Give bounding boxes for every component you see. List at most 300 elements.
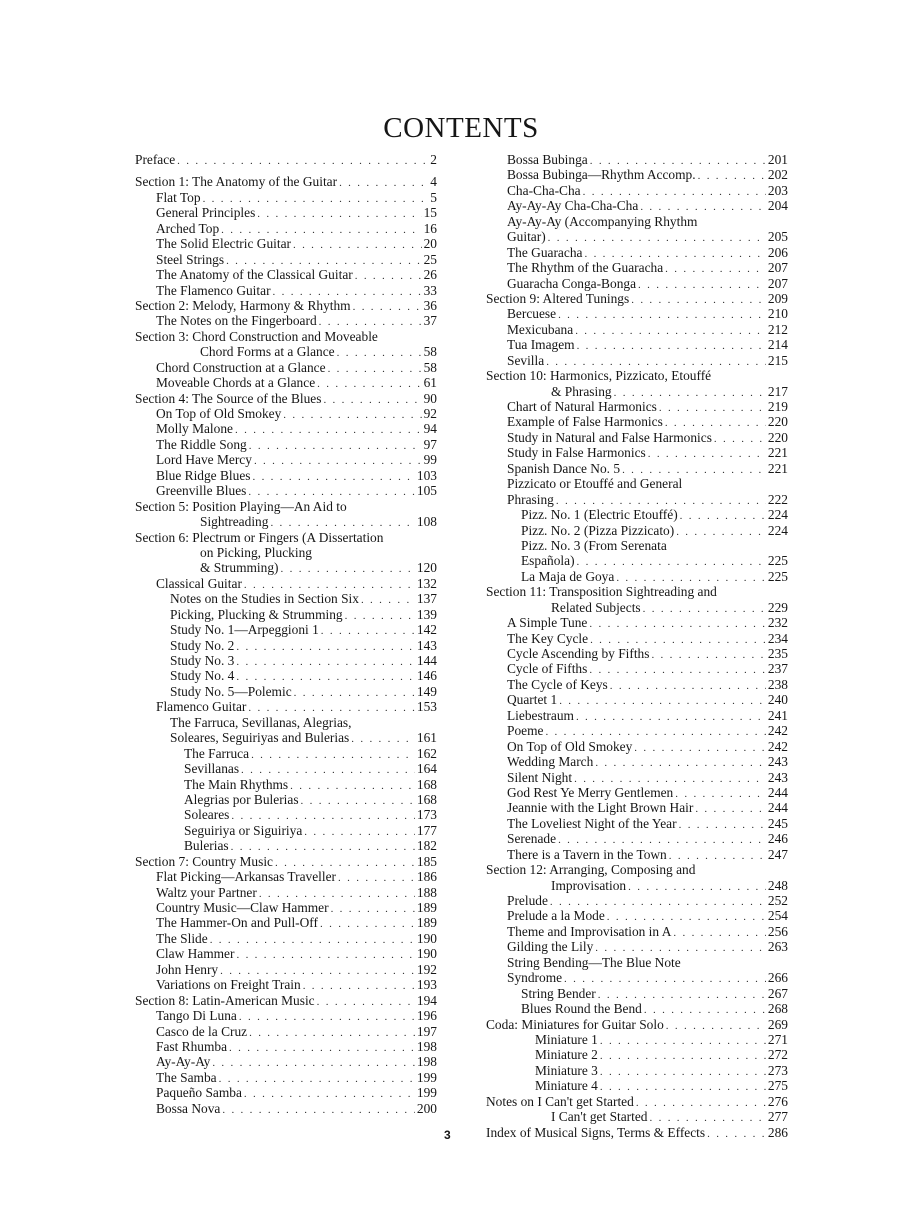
toc-entry <box>135 653 437 668</box>
toc-entry-page: 168 <box>416 776 437 792</box>
toc-entry-page: 99 <box>423 452 437 468</box>
toc-entry-title: Bossa Bubinga—Rhythm Accomp. <box>507 167 696 183</box>
toc-entry <box>486 1125 788 1140</box>
dot-leader <box>673 926 766 941</box>
toc-entry <box>486 337 788 352</box>
toc-entry <box>135 807 437 822</box>
dot-leader <box>222 1103 415 1118</box>
toc-entry-page: 245 <box>767 815 788 831</box>
dot-leader <box>328 362 422 377</box>
toc-entry <box>135 869 437 884</box>
toc-entry-page: 108 <box>416 514 437 530</box>
toc-entry-title: Example of False Harmonics <box>507 414 663 430</box>
dot-leader <box>293 238 422 253</box>
toc-entry-title: A Simple Tune <box>507 615 588 631</box>
toc-entry-title: On Top of Old Smokey <box>156 406 282 421</box>
toc-entry <box>486 1001 788 1016</box>
dot-leader <box>244 1087 415 1102</box>
toc-entry-title: Wedding March <box>507 754 594 770</box>
toc-entry <box>135 699 437 714</box>
toc-entry-page: 92 <box>423 406 437 421</box>
toc-entry <box>135 977 437 992</box>
toc-entry-title: Sevilla <box>507 352 545 368</box>
toc-entry <box>135 885 437 900</box>
toc-entry-title: Blues Round the Bend <box>521 1001 642 1017</box>
toc-entry <box>135 1070 437 1085</box>
toc-entry <box>135 993 437 1008</box>
toc-entry-page: 185 <box>416 853 437 869</box>
toc-entry-title: There is a Tavern in the Town <box>507 846 667 862</box>
toc-entry-page: 200 <box>416 1100 437 1116</box>
toc-entry-page: 137 <box>416 591 437 607</box>
dot-leader <box>576 710 766 725</box>
toc-entry-title: Variations on Freight Train <box>156 977 301 993</box>
toc-entry-title: The Notes on the Fingerboard <box>156 313 317 329</box>
dot-leader <box>254 454 422 469</box>
toc-entry <box>135 946 437 961</box>
toc-entry-page: 4 <box>430 174 437 190</box>
toc-entry <box>135 329 437 344</box>
toc-entry-title: Casco de la Cruz <box>156 1023 248 1039</box>
dot-leader <box>600 1049 766 1064</box>
toc-entry <box>135 1085 437 1100</box>
toc-entry <box>486 692 788 707</box>
toc-entry-page: 186 <box>416 869 437 885</box>
dot-leader <box>666 1019 766 1034</box>
toc-entry-title: Study No. 3 <box>170 653 235 668</box>
toc-entry-page: 217 <box>767 383 788 399</box>
toc-entry-title: Miniature 2 <box>535 1047 598 1063</box>
toc-entry-title: Section 11: Transposition Sightreading and <box>486 584 717 600</box>
dot-leader <box>351 732 415 747</box>
toc-entry <box>135 1008 437 1023</box>
toc-entry-title: Picking, Plucking & Strumming <box>170 606 343 622</box>
toc-entry-title: Section 10: Harmonics, Pizzicato, Etouffé <box>486 368 712 384</box>
toc-entry-page: 198 <box>416 1038 437 1054</box>
toc-entry-page: 190 <box>416 946 437 962</box>
dot-leader <box>236 640 415 655</box>
toc-entry-title: Miniature 4 <box>535 1078 598 1094</box>
toc-entry-title: Preface <box>135 152 176 167</box>
dot-leader <box>355 269 422 284</box>
dot-leader <box>353 300 422 315</box>
toc-entry <box>135 375 437 390</box>
dot-leader <box>338 871 415 886</box>
toc-entry <box>135 236 437 251</box>
toc-entry-page: 277 <box>767 1109 788 1125</box>
toc-entry <box>135 298 437 313</box>
toc-entry <box>135 576 437 591</box>
toc-entry <box>135 1101 437 1116</box>
toc-entry <box>135 668 437 683</box>
dot-leader <box>236 655 415 670</box>
toc-entry <box>135 777 437 792</box>
dot-leader <box>290 779 415 794</box>
toc-entry <box>486 368 788 383</box>
toc-entry-page: 225 <box>767 568 788 584</box>
dot-leader <box>323 393 421 408</box>
toc-entry-page: 153 <box>416 699 437 715</box>
toc-entry-page: 197 <box>416 1023 437 1039</box>
toc-entry <box>135 730 437 745</box>
toc-entry-page: 2 <box>430 152 437 167</box>
dot-leader <box>303 979 415 994</box>
dot-leader <box>229 1041 415 1056</box>
toc-entry <box>135 190 437 205</box>
dot-leader <box>251 748 415 763</box>
toc-entry-title: Bercuese <box>507 306 557 322</box>
toc-entry-page: 206 <box>767 244 788 260</box>
toc-entry <box>486 152 788 167</box>
toc-entry <box>486 399 788 414</box>
toc-entry <box>486 646 788 661</box>
toc-entry-page: 219 <box>767 399 788 414</box>
toc-entry <box>135 607 437 622</box>
dot-leader <box>659 401 766 416</box>
toc-entry-title: The Guaracha <box>507 244 583 260</box>
dot-leader <box>281 562 415 577</box>
dot-leader <box>628 880 766 895</box>
dot-leader <box>695 802 766 817</box>
dot-leader <box>252 470 414 485</box>
toc-entry-title: The Samba <box>156 1069 217 1085</box>
toc-entry <box>486 1032 788 1047</box>
toc-entry-title: Silent Night <box>507 769 573 785</box>
toc-entry-page: 142 <box>416 622 437 638</box>
toc-entry-page: 58 <box>423 359 437 375</box>
toc-entry-title: Greenville Blues <box>156 483 247 499</box>
toc-entry-page: 120 <box>416 560 437 576</box>
toc-entry-title: Notes on I Can't get Started <box>486 1093 634 1109</box>
toc-entry-page: 237 <box>767 661 788 677</box>
toc-entry <box>486 878 788 893</box>
dot-leader <box>331 902 415 917</box>
toc-entry-page: 36 <box>423 297 437 313</box>
toc-entry-page: 177 <box>416 822 437 838</box>
toc-entry-title: Fast Rhumba <box>156 1038 228 1054</box>
toc-entry-title: La Maja de Goya <box>521 568 615 584</box>
dot-leader <box>317 377 421 392</box>
toc-entry-title: Flat Picking—Arkansas Traveller <box>156 869 337 885</box>
toc-entry <box>486 245 788 260</box>
toc-entry-title: Liebestraum <box>507 707 574 723</box>
toc-entry-title: Pizzicato or Etouffé and General <box>507 476 683 492</box>
toc-entry-title: Section 8: Latin-American Music <box>135 992 315 1008</box>
toc-entry <box>135 792 437 807</box>
dot-leader <box>304 825 415 840</box>
toc-entry <box>135 591 437 606</box>
toc-entry <box>135 638 437 653</box>
toc-entry-title: Study in Natural and False Harmonics <box>507 429 712 445</box>
toc-entry-page: 207 <box>767 260 788 276</box>
dot-leader <box>676 525 766 540</box>
toc-entry-page: 224 <box>767 522 788 538</box>
toc-entry-title: Soleares <box>184 807 230 823</box>
toc-entry-title: Notes on the Studies in Section Six <box>170 591 359 607</box>
toc-entry <box>135 174 437 189</box>
toc-entry-page: 266 <box>767 970 788 986</box>
toc-entry-page: 267 <box>767 985 788 1001</box>
toc-entry <box>135 221 437 236</box>
dot-leader <box>236 948 414 963</box>
toc-entry <box>486 1109 788 1124</box>
toc-entry <box>135 360 437 375</box>
toc-entry-title: The Loveliest Night of the Year <box>507 815 677 831</box>
toc-entry-title: Lord Have Mercy <box>156 452 252 468</box>
toc-entry-title: Paqueño Samba <box>156 1085 242 1101</box>
dot-leader <box>665 262 766 277</box>
toc-entry <box>135 838 437 853</box>
dot-leader <box>558 308 766 323</box>
toc-entry-page: 271 <box>767 1031 788 1047</box>
toc-entry <box>486 584 788 599</box>
toc-entry <box>486 538 788 553</box>
toc-entry-page: 182 <box>416 838 437 854</box>
toc-entry-title: Phrasing <box>507 491 554 507</box>
toc-entry-page: 103 <box>416 467 437 483</box>
toc-entry <box>486 384 788 399</box>
dot-leader <box>634 741 766 756</box>
toc-entry-page: 143 <box>416 637 437 653</box>
toc-entry-page: 244 <box>767 800 788 816</box>
toc-entry-title: Gilding the Lily <box>507 939 594 955</box>
toc-entry-title: Pizz. No. 2 (Pizza Pizzicato) <box>521 522 675 538</box>
dot-leader <box>337 346 422 361</box>
toc-entry-title: The Main Rhythms <box>184 776 289 792</box>
toc-entry-page: 256 <box>767 923 788 939</box>
toc-entry-title: Ay-Ay-Ay (Accompanying Rhythm <box>507 213 698 229</box>
dot-leader <box>636 1096 766 1111</box>
toc-entry <box>135 684 437 699</box>
toc-entry <box>135 252 437 267</box>
toc-entry-title: Country Music—Claw Hammer <box>156 900 329 915</box>
dot-leader <box>577 339 766 354</box>
toc-entry-page: 269 <box>767 1016 788 1032</box>
toc-entry <box>486 615 788 630</box>
toc-entry <box>486 631 788 646</box>
toc-entry-title: Study in False Harmonics <box>507 445 646 461</box>
toc-entry-page: 105 <box>416 483 437 499</box>
toc-entry-page: 192 <box>416 961 437 977</box>
toc-entry-title: Ay-Ay-Ay Cha-Cha-Cha <box>507 198 639 214</box>
toc-entry-page: 247 <box>767 846 788 862</box>
toc-entry-page: 272 <box>767 1047 788 1063</box>
toc-entry-page: 198 <box>416 1054 437 1070</box>
toc-entry-page: 149 <box>416 683 437 699</box>
toc-entry-page: 263 <box>767 939 788 955</box>
toc-entry-title: Quartet 1 <box>507 692 558 708</box>
toc-entry-title: General Principles <box>156 205 256 221</box>
toc-entry-title: String Bending—The Blue Note <box>507 954 681 970</box>
toc-entry <box>135 313 437 328</box>
toc-entry-page: 190 <box>416 930 437 946</box>
dot-leader <box>595 756 766 771</box>
toc-entry <box>135 1024 437 1039</box>
toc-entry <box>486 214 788 229</box>
toc-entry <box>486 970 788 985</box>
toc-entry-page: 97 <box>423 436 437 452</box>
toc-entry-page: 273 <box>767 1062 788 1078</box>
toc-entry-title: Española) <box>521 553 575 569</box>
toc-entry <box>486 924 788 939</box>
toc-entry-title: Cycle of Fifths <box>507 661 588 677</box>
toc-entry-title: Miniature 1 <box>535 1031 598 1047</box>
dot-leader <box>651 648 765 663</box>
toc-entry <box>486 847 788 862</box>
dot-leader <box>283 408 421 423</box>
toc-entry-title: Section 12: Arranging, Composing and <box>486 862 696 878</box>
toc-entry <box>486 430 788 445</box>
toc-entry-page: 275 <box>767 1078 788 1094</box>
toc-entry-page: 214 <box>767 337 788 353</box>
dot-leader <box>698 169 766 184</box>
toc-entry <box>135 715 437 730</box>
toc-entry-title: The Farruca <box>184 745 250 761</box>
toc-entry-title: Blue Ridge Blues <box>156 467 251 483</box>
dot-leader <box>643 602 766 617</box>
toc-entry-title: The Riddle Song <box>156 436 247 452</box>
toc-entry <box>135 931 437 946</box>
toc-entry <box>486 229 788 244</box>
toc-entry <box>486 198 788 213</box>
dot-leader <box>212 1056 415 1071</box>
dot-leader <box>177 154 428 169</box>
toc-entry-page: 241 <box>767 707 788 723</box>
toc-entry <box>135 421 437 436</box>
toc-entry-page: 220 <box>767 429 788 445</box>
toc-entry-title: Syndrome <box>507 970 563 986</box>
dot-leader <box>589 617 766 632</box>
toc-entry-title: Sightreading <box>200 514 269 530</box>
dot-leader <box>345 609 415 624</box>
toc-entry-page: 173 <box>416 807 437 823</box>
toc-entry-page: 205 <box>767 229 788 245</box>
toc-entry-title: Chart of Natural Harmonics <box>507 399 657 414</box>
toc-entry-title: Bossa Bubinga <box>507 152 588 167</box>
toc-entry-page: 243 <box>767 769 788 785</box>
toc-entry-page: 225 <box>767 553 788 569</box>
toc-entry <box>486 770 788 785</box>
toc-entry <box>486 893 788 908</box>
toc-entry-title: Pizz. No. 3 (From Serenata <box>521 537 667 553</box>
toc-right-column <box>486 152 788 1140</box>
toc-entry-title: & Strumming) <box>200 560 279 576</box>
dot-leader <box>707 1127 766 1142</box>
toc-entry-page: 221 <box>767 460 788 476</box>
toc-entry <box>486 600 788 615</box>
toc-entry <box>486 553 788 568</box>
toc-entry <box>486 939 788 954</box>
toc-entry <box>135 746 437 761</box>
toc-entry-page: 203 <box>767 182 788 198</box>
toc-entry-page: 61 <box>423 375 437 391</box>
toc-entry-title: Index of Musical Signs, Terms & Effects <box>486 1124 706 1140</box>
toc-entry-title: Flamenco Guitar <box>156 699 247 715</box>
toc-entry-title: Section 4: The Source of the Blues <box>135 390 322 406</box>
toc-entry-page: 234 <box>767 630 788 646</box>
toc-entry <box>486 507 788 522</box>
toc-entry-page: 212 <box>767 321 788 337</box>
toc-entry-title: Related Subjects <box>551 599 641 615</box>
toc-entry <box>486 322 788 337</box>
toc-entry <box>486 476 788 491</box>
toc-entry-title: String Bender <box>521 985 596 1001</box>
dot-leader <box>210 933 415 948</box>
toc-entry-page: 252 <box>767 893 788 908</box>
toc-entry-title: Miniature 3 <box>535 1062 598 1078</box>
toc-entry-title: Alegrias por Bulerias <box>184 791 299 807</box>
toc-entry-page: 37 <box>423 313 437 329</box>
toc-entry-page: 144 <box>416 653 437 668</box>
toc-entry <box>135 962 437 977</box>
toc-entry-title: Prelude a la Mode <box>507 908 605 924</box>
toc-entry-title: The Solid Electric Guitar <box>156 236 291 252</box>
toc-entry-title: The Cycle of Keys <box>507 676 608 692</box>
toc-entry <box>486 306 788 321</box>
dot-leader <box>559 694 766 709</box>
toc-entry <box>135 1054 437 1069</box>
toc-entry-page: 210 <box>767 306 788 322</box>
toc-entry <box>486 723 788 738</box>
toc-entry-page: 33 <box>423 282 437 298</box>
toc-entry-page: 201 <box>767 152 788 167</box>
toc-entry-page: 220 <box>767 414 788 430</box>
toc-entry-title: Classical Guitar <box>156 575 242 591</box>
toc-entry <box>486 569 788 584</box>
dot-leader <box>631 293 766 308</box>
toc-entry-page: 222 <box>767 491 788 507</box>
toc-entry-title: Serenade <box>507 831 557 847</box>
toc-entry-page: 248 <box>767 877 788 893</box>
dot-leader <box>679 818 766 833</box>
toc-entry-page: 199 <box>416 1085 437 1101</box>
dot-leader <box>575 324 766 339</box>
toc-entry-page: 58 <box>423 344 437 360</box>
toc-entry-title: Soleares, Seguiriyas and Bulerias <box>170 730 350 746</box>
toc-entry <box>135 514 437 529</box>
toc-entry-page: 224 <box>767 507 788 523</box>
dot-leader <box>219 1072 415 1087</box>
toc-entry <box>486 661 788 676</box>
toc-entry-title: Bossa Nova <box>156 1100 221 1116</box>
toc-entry <box>486 461 788 476</box>
dot-leader <box>589 663 766 678</box>
toc-entry <box>486 739 788 754</box>
toc-entry-title: Waltz your Partner <box>156 884 257 900</box>
toc-entry-title: Study No. 5—Polemic <box>170 683 292 699</box>
toc-entry <box>135 391 437 406</box>
toc-entry <box>135 545 437 560</box>
toc-entry <box>486 445 788 460</box>
dot-leader <box>239 1010 415 1025</box>
dot-leader <box>235 423 422 438</box>
toc-entry <box>486 414 788 429</box>
toc-entry-page: 215 <box>767 352 788 368</box>
toc-entry <box>486 862 788 877</box>
dot-leader <box>600 1034 766 1049</box>
toc-entry-title: Section 9: Altered Tunings <box>486 290 630 306</box>
toc-entry-title: Section 5: Position Playing—An Aid to <box>135 498 347 514</box>
toc-entry <box>486 291 788 306</box>
toc-entry <box>135 468 437 483</box>
toc-entry-title: Molly Malone <box>156 421 233 437</box>
toc-entry <box>486 167 788 182</box>
toc-entry <box>135 560 437 575</box>
toc-entry-page: 207 <box>767 275 788 291</box>
toc-entry-page: 162 <box>416 745 437 761</box>
toc-entry-title: Bulerias <box>184 838 229 854</box>
toc-entry <box>486 831 788 846</box>
